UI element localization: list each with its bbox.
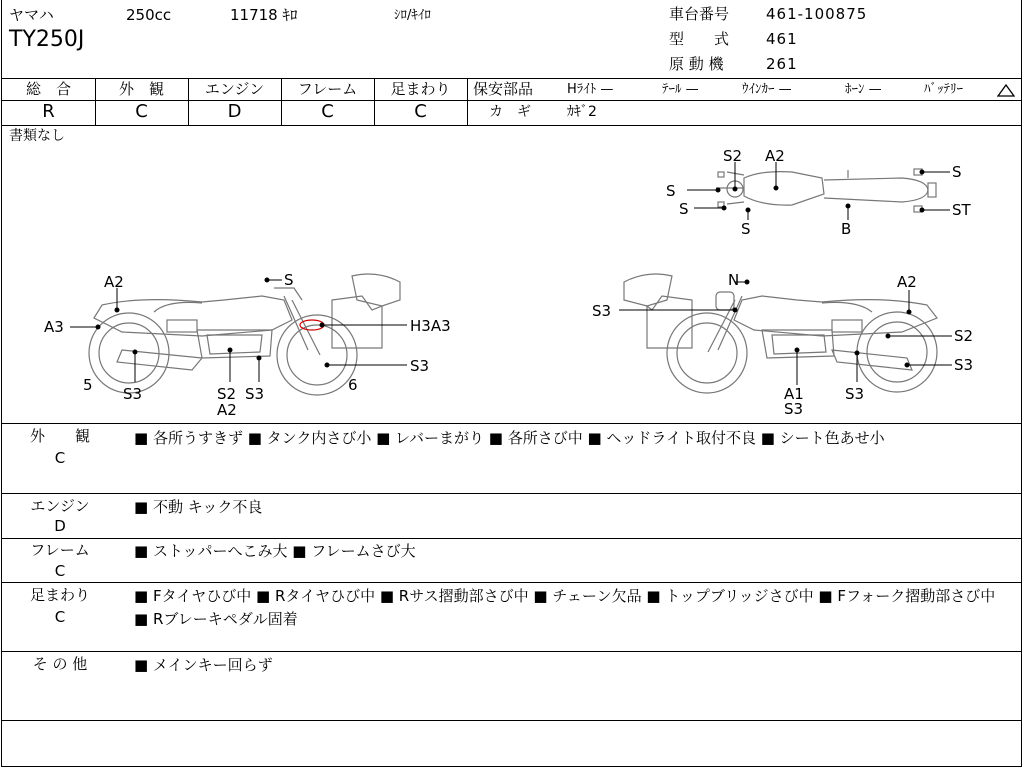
safety-headlight: Hﾗｲﾄ — <box>567 82 614 97</box>
diagram-label: S3 <box>845 385 865 403</box>
safety-label: 保安部品 <box>473 80 534 98</box>
grade-frame-label: フレーム <box>297 80 358 98</box>
diagram-label: 5 <box>83 376 93 394</box>
divider <box>467 78 468 125</box>
divider <box>2 582 1021 583</box>
mileage: 11718 ｷﾛ <box>230 6 298 24</box>
inspection-sheet <box>1 0 1022 767</box>
key-label: カ ギ <box>489 104 531 120</box>
section-suspension-grade: C <box>54 608 66 626</box>
diagram-label: S3 <box>954 356 974 374</box>
grade-overall-value: R <box>42 101 55 122</box>
divider <box>2 423 1021 424</box>
safety-taillight: ﾃｰﾙ — <box>662 82 699 97</box>
section-suspension-notes: ■ Fタイヤひび中 ■ Rタイヤひび中 ■ Rサス摺動部さび中 ■ チェーン欠品 ■ トップブリッジさび中 ■ Fフォーク摺動部さび中 ■ Rブレーキペダル固着 <box>134 587 996 628</box>
diagram-label: A1 <box>784 385 804 403</box>
diagram-label: A2 <box>897 273 917 291</box>
diagram-label: ST <box>952 201 971 219</box>
frame-no-value: 461-100875 <box>766 5 868 23</box>
diagram-label: S <box>952 163 962 181</box>
grade-frame-value: C <box>321 101 334 122</box>
diagram-label: A3 <box>44 318 64 336</box>
triangle-icon <box>997 84 1015 97</box>
safety-horn: ﾎｰﾝ — <box>845 82 882 97</box>
section-other-label: そ の 他 <box>32 655 88 673</box>
diagram-label: S3 <box>410 357 430 375</box>
type-label: 型 式 <box>669 30 730 48</box>
diagram-label: A2 <box>104 273 124 291</box>
section-frame-label: フレーム <box>30 541 90 559</box>
model-name: TY250J <box>9 27 85 52</box>
displacement: 250cc <box>126 6 172 24</box>
diagram-label: S <box>679 200 689 218</box>
engine-label: 原 動 機 <box>669 55 724 73</box>
diagram-label: S <box>741 220 751 238</box>
bike-top-view <box>716 169 936 212</box>
section-other-notes: ■ メインキー回らず <box>134 656 273 674</box>
maker-name: ヤマハ <box>9 6 54 24</box>
divider <box>2 78 1021 79</box>
safety-winker: ｳｲﾝｶｰ — <box>742 82 792 97</box>
frame-no-label: 車台番号 <box>669 5 730 23</box>
section-frame-notes: ■ ストッパーへこみ大 ■ フレームさび大 <box>134 542 416 560</box>
bike-right-view <box>624 274 937 393</box>
damage-diagram <box>2 126 1022 423</box>
grade-engine-label: エンジン <box>204 80 265 98</box>
grade-suspension-label: 足まわり <box>390 80 451 98</box>
diagram-label: S2 <box>954 327 974 345</box>
diagram-label: S2 <box>723 147 743 165</box>
section-engine-grade: D <box>54 517 66 535</box>
section-engine-notes: ■ 不動 キック不良 <box>134 498 263 516</box>
section-exterior-notes: ■ 各所うすきず ■ タンク内さび小 ■ レバーまがり ■ 各所さび中 ■ ヘッドライト取付不良 ■ シート色あせ小 <box>134 429 885 447</box>
grade-engine-value: D <box>227 101 242 122</box>
diagram-label: 6 <box>348 376 358 394</box>
diagram-label: S <box>284 271 294 289</box>
divider <box>467 100 1021 101</box>
section-engine-label: エンジン <box>30 497 90 515</box>
grade-exterior-label: 外 観 <box>118 80 164 98</box>
diagram-label: S3 <box>592 302 612 320</box>
safety-battery: ﾊﾞｯﾃﾘｰ <box>924 82 963 97</box>
divider <box>2 493 1021 494</box>
diagram-label: A2 <box>765 147 785 165</box>
diagram-label: S3 <box>245 385 265 403</box>
diagram-label: S3 <box>123 385 143 403</box>
section-frame-grade: C <box>54 562 66 580</box>
engine-value: 261 <box>766 55 798 73</box>
grade-exterior-value: C <box>135 101 148 122</box>
divider <box>2 720 1021 721</box>
key-value: ｶｷﾞ2 <box>567 104 597 120</box>
diagram-label: S <box>666 182 676 200</box>
diagram-label: A2 <box>217 401 237 419</box>
section-exterior-grade: C <box>54 449 66 467</box>
color: ｼﾛ/ｷｲﾛ <box>394 8 431 23</box>
diagram-label: S3 <box>784 400 804 418</box>
diagram-label: N <box>728 271 740 289</box>
diagram-label: B <box>841 220 852 238</box>
divider <box>2 538 1021 539</box>
divider <box>2 651 1021 652</box>
section-suspension-label: 足まわり <box>29 586 90 604</box>
grade-suspension-value: C <box>414 101 427 122</box>
diagram-label: H3A3 <box>410 317 451 335</box>
diagram-label: S2 <box>217 385 237 403</box>
section-exterior-label: 外 観 <box>29 427 90 445</box>
documents-note: 書類なし <box>9 128 65 144</box>
grade-overall-label: 総 合 <box>25 80 71 98</box>
type-value: 461 <box>766 30 798 48</box>
